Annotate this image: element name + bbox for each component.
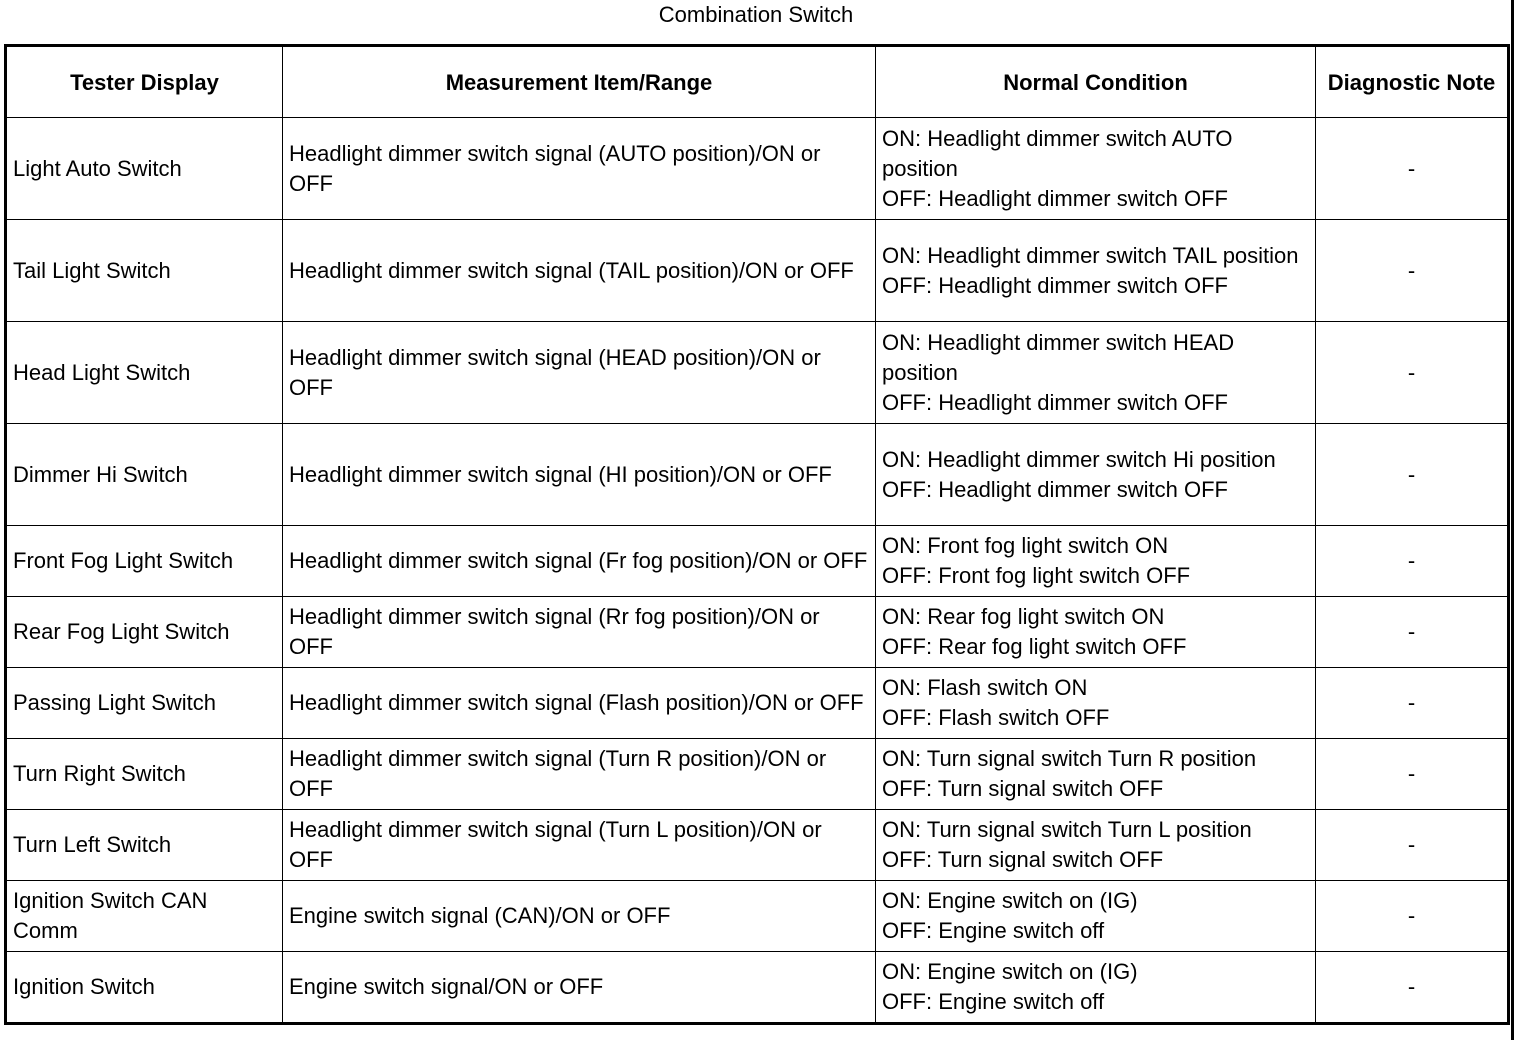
- table-row: [6, 952, 1509, 1024]
- tester-display-cell: Tail Light Switch: [6, 220, 283, 322]
- normal-condition-cell: ON: Headlight dimmer switch AUTO position OFF: Headlight dimmer switch OFF: [876, 118, 1316, 220]
- measurement-item-cell: Headlight dimmer switch signal (TAIL position)/ON or OFF: [283, 220, 876, 322]
- page-title: Combination Switch: [658, 2, 854, 27]
- diagnostic-note-cell: -: [1316, 810, 1509, 881]
- table-row: [6, 668, 1509, 739]
- tester-display-cell: Passing Light Switch: [6, 668, 283, 739]
- diagnostic-note-cell: -: [1316, 322, 1509, 424]
- measurement-item-cell: Headlight dimmer switch signal (Fr fog position)/ON or OFF: [283, 526, 876, 597]
- measurement-item-cell: Headlight dimmer switch signal (Flash position)/ON or OFF: [283, 668, 876, 739]
- column-header-tester-display: Tester Display: [6, 46, 283, 118]
- measurement-item-cell: Engine switch signal/ON or OFF: [283, 952, 876, 1024]
- diagnostic-note-cell: -: [1316, 668, 1509, 739]
- measurement-item-cell: Headlight dimmer switch signal (HI position)/ON or OFF: [283, 424, 876, 526]
- normal-condition-cell: ON: Turn signal switch Turn L position OFF: Turn signal switch OFF: [876, 810, 1316, 881]
- normal-condition-cell: ON: Rear fog light switch ON OFF: Rear fog light switch OFF: [876, 597, 1316, 668]
- diagnostic-note-cell: -: [1316, 220, 1509, 322]
- normal-condition-cell: ON: Headlight dimmer switch Hi position OFF: Headlight dimmer switch OFF: [876, 424, 1316, 526]
- normal-condition-cell: ON: Flash switch ON OFF: Flash switch OFF: [876, 668, 1316, 739]
- normal-condition-cell: ON: Engine switch on (IG) OFF: Engine switch off: [876, 952, 1316, 1024]
- measurement-item-cell: Headlight dimmer switch signal (Rr fog position)/ON or OFF: [283, 597, 876, 668]
- table-row: [6, 739, 1509, 810]
- measurement-item-cell: Engine switch signal (CAN)/ON or OFF: [283, 881, 876, 952]
- normal-condition-cell: ON: Headlight dimmer switch HEAD position OFF: Headlight dimmer switch OFF: [876, 322, 1316, 424]
- page-right-rule: [1511, 0, 1514, 1040]
- measurement-item-cell: Headlight dimmer switch signal (AUTO position)/ON or OFF: [283, 118, 876, 220]
- normal-condition-cell: ON: Headlight dimmer switch TAIL position OFF: Headlight dimmer switch OFF: [876, 220, 1316, 322]
- measurement-item-cell: Headlight dimmer switch signal (Turn L position)/ON or OFF: [283, 810, 876, 881]
- table-row: [6, 526, 1509, 597]
- diagnostic-note-cell: -: [1316, 597, 1509, 668]
- diagnostic-note-cell: -: [1316, 881, 1509, 952]
- tester-display-cell: Light Auto Switch: [6, 118, 283, 220]
- table-row: [6, 424, 1509, 526]
- tester-display-cell: Turn Left Switch: [6, 810, 283, 881]
- diagnostic-note-cell: -: [1316, 739, 1509, 810]
- table-row: [6, 881, 1509, 952]
- tester-display-cell: Dimmer Hi Switch: [6, 424, 283, 526]
- column-header-diagnostic-note: Diagnostic Note: [1316, 46, 1509, 118]
- diagnostic-note-cell: -: [1316, 952, 1509, 1024]
- tester-display-cell: Turn Right Switch: [6, 739, 283, 810]
- diagnostic-note-cell: -: [1316, 526, 1509, 597]
- tester-display-cell: Ignition Switch CAN Comm: [6, 881, 283, 952]
- tester-display-cell: Ignition Switch: [6, 952, 283, 1024]
- diagnostic-note-cell: -: [1316, 424, 1509, 526]
- table-row: [6, 810, 1509, 881]
- table-row: [6, 322, 1509, 424]
- normal-condition-cell: ON: Front fog light switch ON OFF: Front fog light switch OFF: [876, 526, 1316, 597]
- table-header-row: [6, 46, 1509, 118]
- tester-display-cell: Head Light Switch: [6, 322, 283, 424]
- column-header-normal-condition: Normal Condition: [876, 46, 1316, 118]
- tester-display-cell: Front Fog Light Switch: [6, 526, 283, 597]
- normal-condition-cell: ON: Turn signal switch Turn R position OFF: Turn signal switch OFF: [876, 739, 1316, 810]
- table-row: [6, 220, 1509, 322]
- tester-display-cell: Rear Fog Light Switch: [6, 597, 283, 668]
- diagnostic-note-cell: -: [1316, 118, 1509, 220]
- normal-condition-cell: ON: Engine switch on (IG) OFF: Engine switch off: [876, 881, 1316, 952]
- table-row: [6, 118, 1509, 220]
- column-header-measurement-item: Measurement Item/Range: [283, 46, 876, 118]
- measurement-item-cell: Headlight dimmer switch signal (HEAD position)/ON or OFF: [283, 322, 876, 424]
- combination-switch-table: [4, 44, 1510, 1025]
- measurement-item-cell: Headlight dimmer switch signal (Turn R position)/ON or OFF: [283, 739, 876, 810]
- table-row: [6, 597, 1509, 668]
